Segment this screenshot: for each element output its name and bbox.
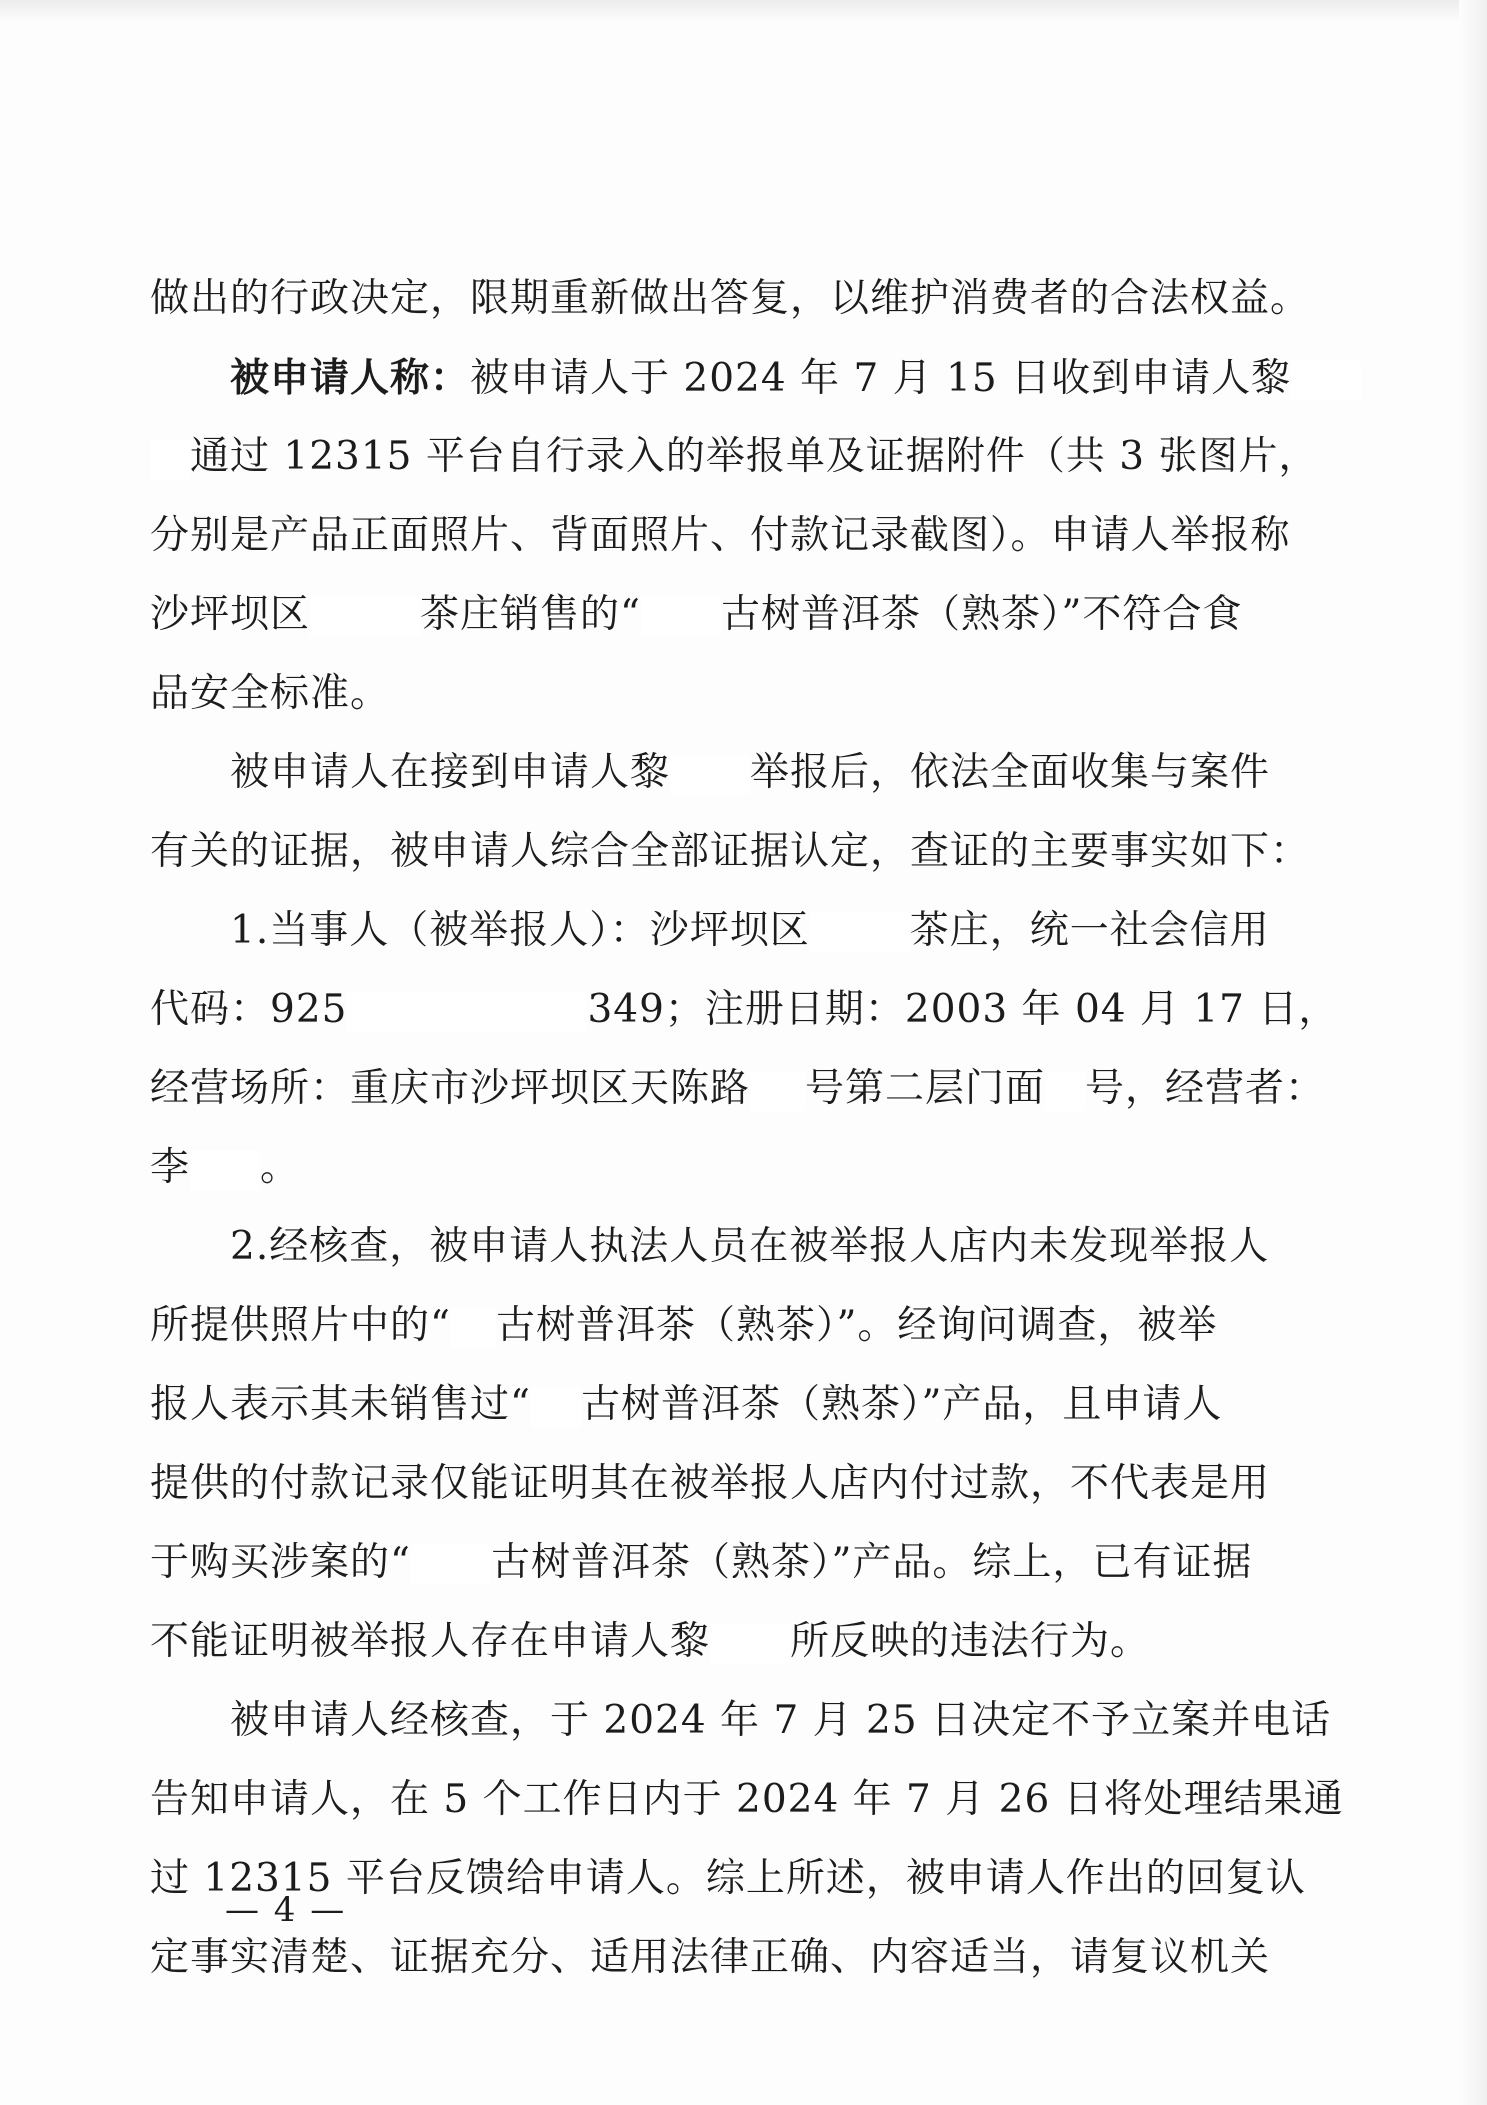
- text-line: [230, 354, 1361, 403]
- redaction-block: [310, 597, 420, 637]
- text-line: [150, 275, 1310, 323]
- redaction-block: [451, 1308, 496, 1348]
- redaction-block: [641, 597, 721, 637]
- text-segment: 李: [150, 1145, 191, 1190]
- text-line: [230, 907, 1270, 955]
- scan-edge-top: [0, 0, 1487, 22]
- text-segment: 分别是产品正面照片、背面照片、付款记录截图）。申请人举报称: [150, 513, 1291, 558]
- text-line: [150, 670, 390, 718]
- text-line: [150, 591, 1242, 639]
- text-segment: 被申请人在接到申请人黎: [230, 750, 671, 795]
- text-segment: 号，经营者：: [1085, 1066, 1326, 1111]
- text-line: [150, 1934, 1270, 1982]
- redaction-block: [1291, 361, 1361, 401]
- text-line: [230, 1697, 1331, 1745]
- text-line: [150, 1302, 1217, 1350]
- text-segment: 所提供照片中的“: [150, 1303, 451, 1348]
- page-number: — 4 —: [225, 1890, 347, 1930]
- text-segment: 做出的行政决定，限期重新做出答复，以维护消费者的合法权益。: [150, 276, 1311, 321]
- text-segment: 提供的付款记录仅能证明其在被举报人店内付过款，不代表是用: [150, 1461, 1271, 1506]
- redaction-block: [531, 1387, 581, 1427]
- text-line: [150, 1144, 300, 1192]
- text-segment: 古树普洱茶（熟茶）”产品，且申请人: [580, 1382, 1223, 1427]
- redaction-block: [670, 755, 750, 795]
- redaction-block: [1045, 1071, 1085, 1111]
- text-line: [150, 1618, 1150, 1666]
- text-segment: 代码：925: [150, 987, 348, 1032]
- redaction-block: [347, 992, 587, 1032]
- text-segment: 2.经核查，被申请人执法人员在被举报人店内未发现举报人: [230, 1224, 1270, 1269]
- text-segment: 号第二层门面: [805, 1066, 1046, 1111]
- redaction-block: [150, 439, 190, 479]
- text-segment: 1.当事人（被举报人）：沙坪坝区: [230, 908, 810, 953]
- text-segment: 349；注册日期：2003 年 04 月 17 日，: [587, 987, 1339, 1032]
- text-segment: 所反映的违法行为。: [790, 1619, 1151, 1664]
- text-segment: 茶庄，统一社会信用: [909, 908, 1270, 953]
- text-segment: 通过 12315 平台自行录入的举报单及证据附件（共 3 张图片，: [190, 434, 1319, 479]
- text-line: [150, 1539, 1252, 1587]
- text-line: [150, 512, 1291, 560]
- text-segment: 古树普洱茶（熟茶）”。经询问调查，被举: [495, 1303, 1218, 1348]
- text-segment: 告知申请人，在 5 个工作日内于 2024 年 7 月 26 日将处理结果通: [150, 1777, 1344, 1822]
- text-segment: 于购买涉案的“: [150, 1540, 411, 1585]
- section-label: 被申请人称：: [230, 355, 471, 401]
- scan-edge-right: [1459, 0, 1487, 2105]
- text-line: [150, 433, 1318, 481]
- text-segment: 不能证明被举报人存在申请人黎: [150, 1619, 711, 1664]
- text-segment: 定事实清楚、证据充分、适用法律正确、内容适当，请复议机关: [150, 1935, 1271, 1980]
- text-segment: 有关的证据，被申请人综合全部证据认定，查证的主要事实如下：: [150, 829, 1311, 874]
- text-line: [150, 986, 1338, 1034]
- text-line: [150, 1460, 1270, 1508]
- text-segment: 报人表示其未销售过“: [150, 1382, 531, 1427]
- redaction-block: [750, 1071, 805, 1111]
- text-segment: 被申请人经核查，于 2024 年 7 月 25 日决定不予立案并电话: [230, 1698, 1332, 1743]
- text-segment: 古树普洱茶（熟茶）”产品。综上，已有证据: [490, 1540, 1253, 1585]
- text-segment: 古树普洱茶（熟茶）”不符合食: [720, 592, 1243, 637]
- text-segment: 品安全标准。: [150, 671, 391, 716]
- text-segment: 。: [260, 1145, 301, 1190]
- redaction-block: [710, 1624, 790, 1664]
- text-line: [150, 1065, 1325, 1113]
- text-segment: 被申请人于 2024 年 7 月 15 日收到申请人黎: [470, 356, 1292, 401]
- redaction-block: [190, 1150, 260, 1190]
- redaction-block: [810, 913, 910, 953]
- text-line: [150, 1381, 1222, 1429]
- text-segment: 经营场所：重庆市沙坪坝区天陈路: [150, 1066, 751, 1111]
- text-line: [230, 749, 1270, 797]
- text-line: [150, 828, 1310, 876]
- text-segment: 举报后，依法全面收集与案件: [750, 750, 1271, 795]
- text-segment: 沙坪坝区: [150, 592, 311, 637]
- text-segment: 茶庄销售的“: [420, 592, 641, 637]
- redaction-block: [411, 1545, 491, 1585]
- text-line: [150, 1776, 1344, 1824]
- text-line: [230, 1223, 1269, 1271]
- text-segment: 过 12315 平台反馈给申请人。综上所述，被申请人作出的回复认: [150, 1856, 1306, 1901]
